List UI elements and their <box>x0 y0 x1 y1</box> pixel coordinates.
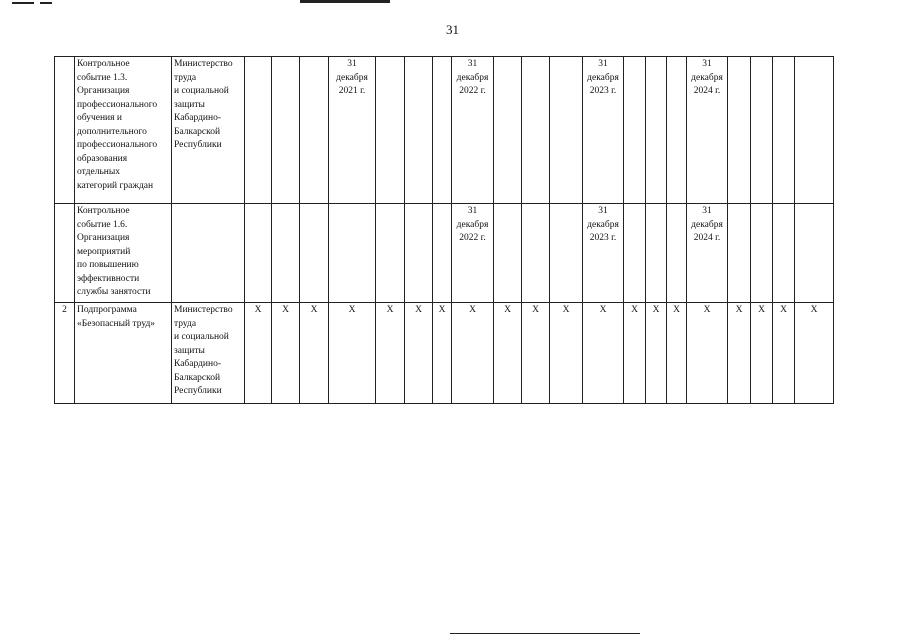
text-line: по повышению <box>77 260 139 270</box>
table-row <box>55 57 834 204</box>
text-line: Подпрограмма <box>77 305 137 315</box>
x-mark-cell: X <box>624 303 646 404</box>
x-mark-cell: X <box>433 303 452 404</box>
x-mark-cell: X <box>376 303 405 404</box>
activity-name-cell <box>75 303 172 404</box>
empty-cell <box>433 204 452 303</box>
text-line: декабря <box>336 72 368 83</box>
text-line: Республики <box>174 140 222 150</box>
empty-cell <box>494 57 522 204</box>
x-mark-cell: X <box>667 303 687 404</box>
text-line: Балкарской <box>174 372 221 383</box>
empty-cell <box>773 204 795 303</box>
empty-cell <box>795 57 834 204</box>
empty-cell <box>245 204 272 303</box>
text-line: «Безопасный труд» <box>77 318 156 329</box>
text-line: 31 <box>702 206 712 216</box>
empty-cell <box>522 57 550 204</box>
empty-cell <box>405 204 433 303</box>
empty-cell <box>751 57 773 204</box>
scan-artifact-left <box>12 2 34 4</box>
deadline-date-cell <box>687 204 728 303</box>
row-number-cell: 2 <box>55 303 75 404</box>
text-line: 31 <box>467 206 478 216</box>
text-line: отдельных <box>77 167 120 177</box>
text-line: Кабардино- <box>174 113 222 123</box>
scan-artifact-center <box>300 0 390 3</box>
text-line: профессионального <box>77 99 158 110</box>
text-line: дополнительного <box>77 126 147 137</box>
deadline-date-cell <box>452 204 494 303</box>
row-number-cell <box>55 57 75 204</box>
empty-cell <box>728 204 751 303</box>
empty-cell <box>550 204 583 303</box>
empty-cell <box>646 57 667 204</box>
schedule-table-body <box>55 57 834 404</box>
activity-name-cell <box>75 204 172 303</box>
x-mark-cell: X <box>452 303 494 404</box>
x-mark-cell: X <box>728 303 751 404</box>
text-line: 31 <box>467 59 478 69</box>
text-line: событие 1.3. <box>77 72 128 83</box>
x-mark-cell: X <box>245 303 272 404</box>
page-number: 31 <box>446 22 459 37</box>
text-line: 2023 г. <box>589 86 617 96</box>
empty-cell <box>376 204 405 303</box>
x-mark-cell: X <box>773 303 795 404</box>
executor-cell <box>172 303 245 404</box>
x-mark-cell: X <box>751 303 773 404</box>
x-mark-cell: X <box>272 303 300 404</box>
empty-cell <box>795 204 834 303</box>
empty-cell <box>494 204 522 303</box>
deadline-date-cell <box>583 204 624 303</box>
x-mark-cell: X <box>329 303 376 404</box>
text-line: 31 <box>598 206 608 216</box>
text-line: Контрольное <box>77 206 130 216</box>
empty-cell <box>667 204 687 303</box>
text-line: и социальной <box>174 86 229 96</box>
scan-artifact-left-2 <box>40 2 52 4</box>
empty-cell <box>300 204 329 303</box>
x-mark-cell: X <box>795 303 834 404</box>
text-line: декабря <box>691 72 723 83</box>
row-number-cell <box>55 204 75 303</box>
schedule-table <box>54 56 834 404</box>
empty-cell <box>646 204 667 303</box>
deadline-date-cell <box>329 57 376 204</box>
text-line: Кабардино- <box>174 359 222 369</box>
activity-name-cell <box>75 57 172 204</box>
deadline-date-cell <box>452 57 494 204</box>
text-line: 31 <box>347 59 357 69</box>
text-line: Организация <box>77 86 130 96</box>
text-line: событие 1.6. <box>77 219 128 230</box>
executor-cell <box>172 57 245 204</box>
text-line: защиты <box>174 99 205 110</box>
text-line: эффективности <box>77 273 140 284</box>
x-mark-cell: X <box>405 303 433 404</box>
x-mark-cell: X <box>687 303 728 404</box>
text-line: 2021 г. <box>338 86 366 96</box>
text-line: 2024 г. <box>693 233 721 243</box>
empty-cell <box>272 57 300 204</box>
empty-cell <box>751 204 773 303</box>
table-row <box>55 204 834 303</box>
text-line: 31 <box>702 59 712 69</box>
text-line: труда <box>174 72 197 83</box>
empty-cell <box>245 57 272 204</box>
text-line: декабря <box>587 219 619 230</box>
empty-cell <box>773 57 795 204</box>
deadline-date-cell <box>583 57 624 204</box>
text-line: Организация <box>77 233 130 243</box>
text-line: декабря <box>587 72 619 83</box>
text-line: службы занятости <box>77 287 151 297</box>
text-line: 31 <box>598 59 608 69</box>
text-line: защиты <box>174 345 205 356</box>
text-line: Министерство <box>174 59 233 69</box>
text-line: труда <box>174 318 197 329</box>
text-line: обучения и <box>77 113 122 123</box>
empty-cell <box>624 204 646 303</box>
empty-cell <box>522 204 550 303</box>
x-mark-cell: X <box>583 303 624 404</box>
text-line: 2022 г. <box>459 86 486 96</box>
x-mark-cell: X <box>494 303 522 404</box>
text-line: Республики <box>174 386 222 396</box>
empty-cell <box>329 204 376 303</box>
empty-cell <box>300 57 329 204</box>
text-line: 2022 г. <box>459 233 486 243</box>
text-line: категорий граждан <box>77 180 154 191</box>
text-line: декабря <box>456 72 489 83</box>
empty-cell <box>272 204 300 303</box>
x-mark-cell: X <box>550 303 583 404</box>
text-line: 2024 г. <box>693 86 721 96</box>
empty-cell <box>624 57 646 204</box>
scan-artifact-bottom <box>450 633 640 634</box>
text-line: профессионального <box>77 140 158 150</box>
empty-cell <box>667 57 687 204</box>
text-line: декабря <box>456 219 489 230</box>
deadline-date-cell <box>687 57 728 204</box>
empty-cell <box>728 57 751 204</box>
executor-cell <box>172 204 245 303</box>
text-line: Контрольное <box>77 59 130 69</box>
text-line: декабря <box>691 219 723 230</box>
empty-cell <box>433 57 452 204</box>
text-line: и социальной <box>174 332 229 342</box>
x-mark-cell: X <box>300 303 329 404</box>
empty-cell <box>405 57 433 204</box>
empty-cell <box>550 57 583 204</box>
empty-cell <box>376 57 405 204</box>
text-line: Министерство <box>174 305 233 315</box>
text-line: Балкарской <box>174 126 221 137</box>
x-mark-cell: X <box>646 303 667 404</box>
table-row <box>55 303 834 404</box>
x-mark-cell: X <box>522 303 550 404</box>
text-line: 2023 г. <box>589 233 617 243</box>
text-line: мероприятий <box>77 246 131 257</box>
text-line: образования <box>77 153 128 164</box>
